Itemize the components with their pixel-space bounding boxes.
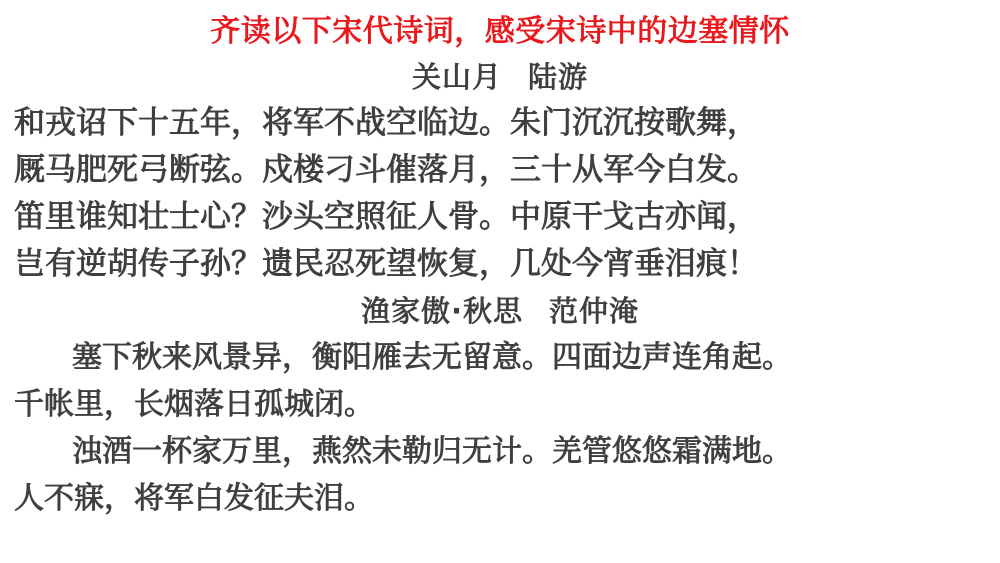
slide-heading: 齐读以下宋代诗词，感受宋诗中的边塞情怀 [210, 14, 790, 49]
ci-line: 塞下秋来风景异，衡阳雁去无留意。四面边声连角起。 [72, 340, 792, 375]
poem-author-text: 范仲淹 [549, 294, 640, 328]
poem-title-text: 渔家傲·秋思 [360, 294, 523, 328]
poem-line: 笛里谁知壮士心？沙头空照征人骨。中原干戈古亦闻， [14, 199, 758, 235]
poem-line: 和戎诏下十五年，将军不战空临边。朱门沉沉按歌舞， [14, 105, 758, 141]
poem-title-guanshanyue [14, 54, 986, 100]
ci-line-wrap: 人不寐，将军白发征夫泪。 [14, 481, 374, 516]
poem-line: 厩马肥死弓断弦。戍楼刁斗催落月，三十从军今白发。 [14, 152, 758, 188]
ci-line-wrap: 千帐里，长烟落日孤城闭。 [14, 387, 374, 422]
ci-paragraph [14, 428, 986, 475]
poem-line: 岂有逆胡传子孙？遗民忍死望恢复，几处今宵垂泪痕！ [14, 246, 758, 282]
poem-author-text: 陆游 [528, 60, 589, 94]
ci-line: 浊酒一杯家万里，燕然未勒归无计。羌管悠悠霜满地。 [72, 434, 792, 469]
ci-paragraph [14, 334, 986, 381]
poem-title-yujiaao [14, 288, 986, 334]
poem-title-text: 关山月 [411, 60, 502, 94]
